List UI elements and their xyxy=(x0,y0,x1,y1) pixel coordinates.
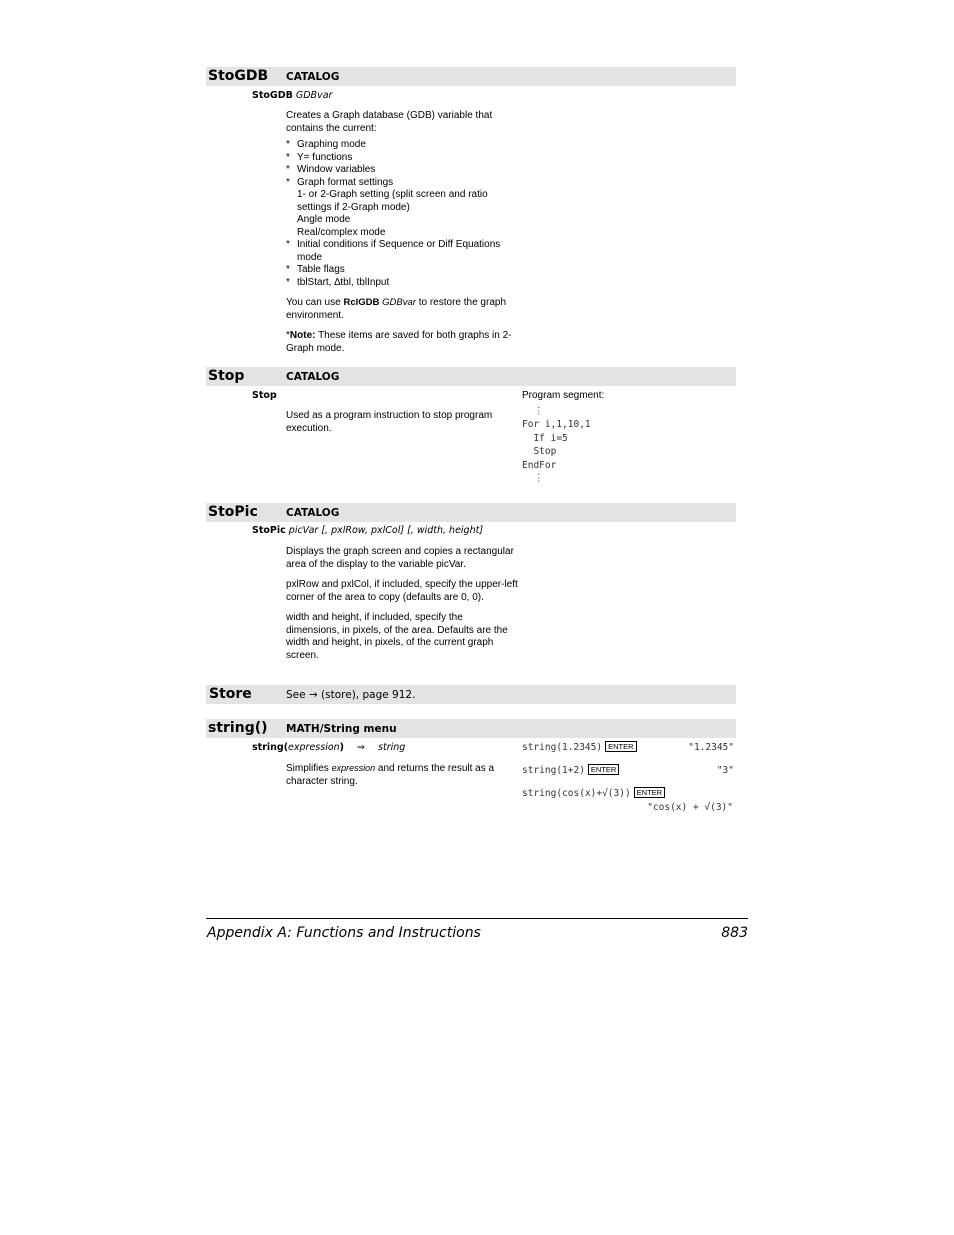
code-line: For i,1,10,1 xyxy=(522,419,591,430)
stopic-description xyxy=(286,546,518,670)
stop-category: CATALOG xyxy=(286,371,340,383)
stop-example xyxy=(522,389,734,486)
example-input: string(1.2345) xyxy=(522,742,603,753)
stogdb-syntax xyxy=(252,90,332,102)
string-syntax-close: ) xyxy=(339,742,345,753)
example-input: string(cos(x)+√(3)) xyxy=(522,788,631,799)
stop-code-block xyxy=(522,405,734,486)
stop-title: Stop xyxy=(208,368,245,384)
string-title: string() xyxy=(208,720,268,736)
example-row xyxy=(522,741,734,755)
string-syntax-cmd: string( xyxy=(252,742,289,753)
stopic-syntax-cmd: StoPic xyxy=(252,525,286,536)
store-see-reference: See → (store), page 912. xyxy=(286,689,416,701)
code-line: Stop xyxy=(522,446,557,457)
stogdb-restore-text: You can use RclGDB GDBvar to restore the graph environment. xyxy=(286,297,507,321)
list-item: * Graph format settings 1- or 2-Graph setting (split screen and ratio settings if 2-Graph mode) Angle mode Real/complex mode xyxy=(286,177,518,240)
string-category: MATH/String menu xyxy=(286,723,397,735)
stogdb-note: *Note: These items are saved for both graphs in 2-Graph mode. xyxy=(286,330,512,354)
string-desc-text: Simplifies expression and returns the result as a character string. xyxy=(286,763,495,787)
stop-example-label: Program segment: xyxy=(522,390,605,401)
string-syntax-result: string xyxy=(378,742,406,753)
stogdb-header-bar xyxy=(206,67,736,86)
code-line: ⋮ xyxy=(534,405,544,417)
enter-key-icon: ENTER xyxy=(605,741,636,752)
list-item: * Table flags xyxy=(286,264,345,275)
stop-description xyxy=(286,410,518,443)
stopic-syntax-a: picVar xyxy=(285,525,322,536)
example-row xyxy=(522,787,734,814)
stopic-syntax xyxy=(252,525,483,537)
string-description xyxy=(286,762,518,796)
stopic-header-bar xyxy=(206,503,736,522)
string-syntax-arrow: ⇒ xyxy=(357,742,366,753)
list-item: * Initial conditions if Sequence or Diff Equations mode xyxy=(286,239,501,263)
stogdb-category: CATALOG xyxy=(286,71,340,83)
stogdb-title: StoGDB xyxy=(208,68,269,84)
example-result: "3" xyxy=(716,765,734,776)
format-sub-item: Angle mode xyxy=(297,214,351,225)
example-result: "cos(x) + √(3)" xyxy=(647,801,733,813)
string-header-bar xyxy=(206,719,736,738)
stopic-category: CATALOG xyxy=(286,507,340,519)
footer-title: Appendix A: Functions and Instructions xyxy=(207,925,481,941)
store-header-bar xyxy=(206,685,736,704)
stopic-p3: width and height, if included, specify the dimensions, in pixels, of the area. Defaults are the width and height, in pixels, of the current graph screen. xyxy=(286,612,508,661)
stopic-syntax-b: [, pxlRow, pxlCol] [, width, height] xyxy=(321,525,484,536)
format-sub-item: Real/complex mode xyxy=(297,226,386,238)
code-line: EndFor xyxy=(522,459,557,471)
stopic-p2: pxlRow and pxlCol, if included, specify the upper-left corner of the area to copy (defaults are 0, 0). xyxy=(286,579,518,603)
stopic-p1: Displays the graph screen and copies a rectangular area of the display to the variable picVar. xyxy=(286,546,514,570)
stopic-title: StoPic xyxy=(208,504,258,520)
stop-syntax xyxy=(252,390,277,402)
list-item: * Window variables xyxy=(286,164,376,175)
example-result: "1.2345" xyxy=(688,742,734,753)
enter-key-icon: ENTER xyxy=(588,764,619,775)
stogdb-bullet-list xyxy=(286,139,518,289)
string-syntax-arg: expression xyxy=(288,742,340,753)
code-line: If i=5 xyxy=(522,432,568,444)
stogdb-description xyxy=(286,110,518,363)
stogdb-syntax-cmd: StoGDB xyxy=(252,90,293,101)
page-number: 883 xyxy=(721,925,748,941)
stogdb-syntax-arg: GDBvar xyxy=(295,90,333,101)
footer-rule xyxy=(206,918,748,919)
stogdb-intro: Creates a Graph database (GDB) variable that contains the current: xyxy=(286,110,493,134)
stop-syntax-cmd: Stop xyxy=(252,390,277,401)
list-item: * Graphing mode xyxy=(286,139,366,150)
format-sub-item: 1- or 2-Graph setting (split screen and ratio settings if 2-Graph mode) xyxy=(297,189,488,213)
store-title: Store xyxy=(209,686,252,702)
example-row xyxy=(522,764,734,778)
list-item: * Y= functions xyxy=(286,151,353,163)
example-input: string(1+2) xyxy=(522,765,585,776)
string-syntax xyxy=(252,742,405,754)
enter-key-icon: ENTER xyxy=(634,787,665,798)
stop-header-bar xyxy=(206,367,736,386)
stop-desc-text: Used as a program instruction to stop program execution. xyxy=(286,410,493,434)
string-examples xyxy=(522,741,734,821)
code-line: ⋮ xyxy=(534,473,544,484)
list-item: * tblStart, ∆tbl, tblInput xyxy=(286,276,390,288)
